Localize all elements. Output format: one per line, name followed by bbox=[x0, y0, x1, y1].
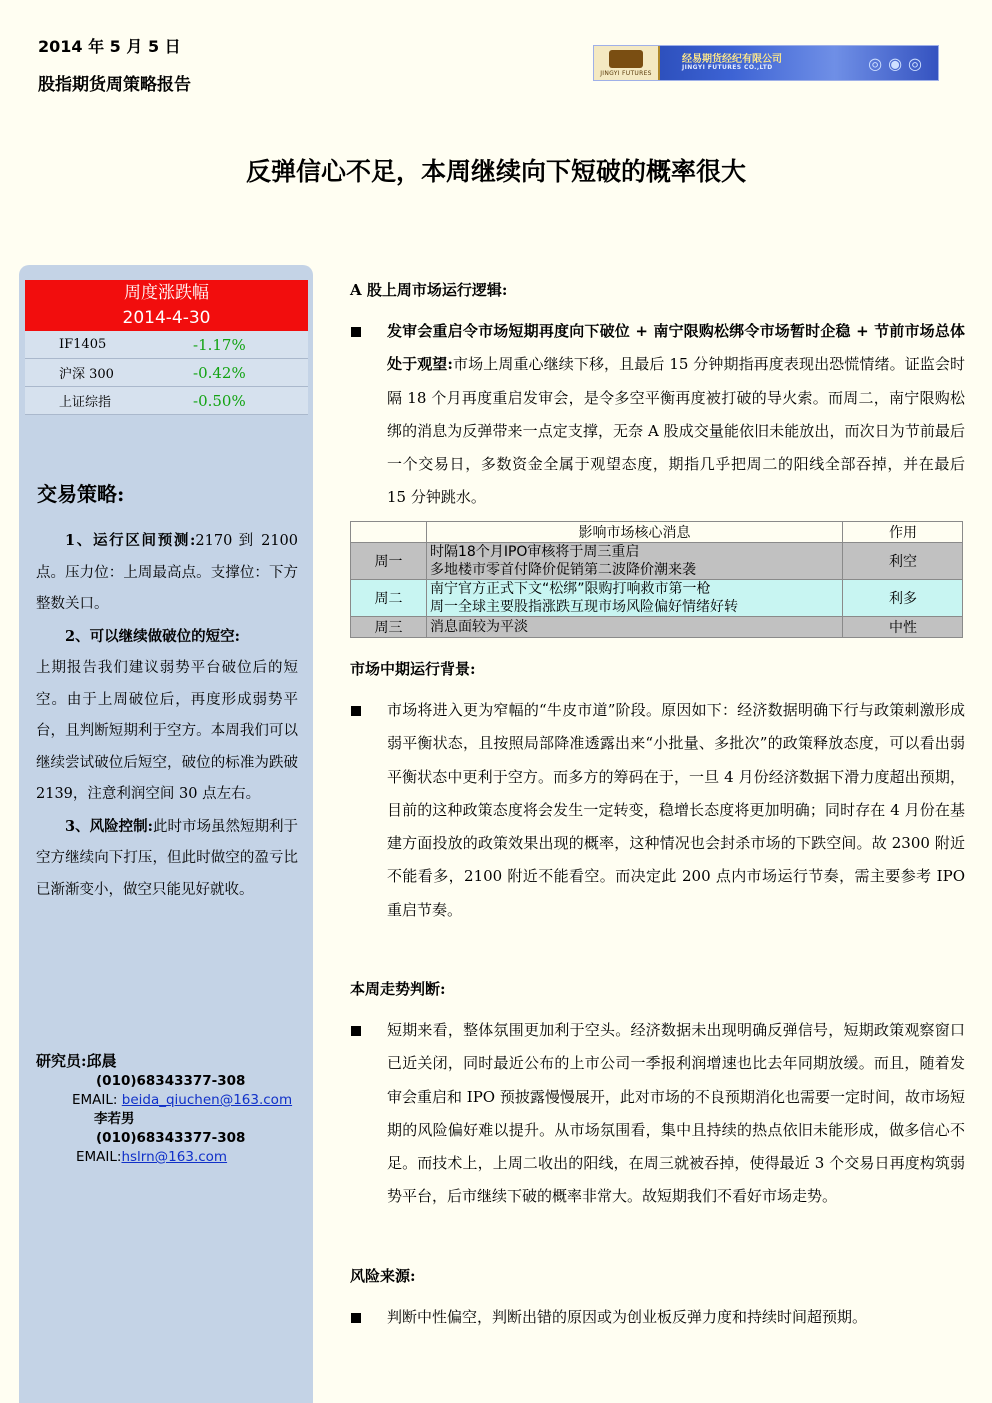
index-change: -1.17% bbox=[193, 335, 246, 354]
news-line: 周一全球主要股指涨跌互现市场风险偏好情绪好转 bbox=[430, 599, 738, 615]
bullet-paragraph bbox=[350, 315, 965, 515]
news-line: 南宁官方正式下文“松绑”限购打响救市第一枪 bbox=[430, 581, 711, 597]
report-date: 2014 年 5 月 5 日 bbox=[38, 37, 181, 56]
company-logo bbox=[593, 45, 939, 81]
phone: (010)68343377-308 bbox=[96, 1130, 246, 1146]
page-title: 反弹信心不足，本周继续向下短破的概率很大 bbox=[245, 157, 746, 186]
news-day: 周三 bbox=[351, 617, 427, 638]
bullet-paragraph bbox=[350, 1301, 965, 1334]
emblem-icon bbox=[609, 50, 643, 68]
index-name: 沪深 300 bbox=[59, 367, 114, 382]
index-change: -0.42% bbox=[193, 363, 246, 382]
strategy-text: 2170 到 2100 点。压力位：上周最高点。支撑位：下方整数关口。 bbox=[36, 533, 298, 612]
strategy-body bbox=[36, 525, 298, 906]
strategy-label: 2、可以继续做破位的短空: bbox=[65, 627, 240, 645]
table-row bbox=[351, 617, 963, 638]
news-day: 周二 bbox=[351, 580, 427, 617]
weekly-change-header bbox=[25, 280, 308, 331]
table-row bbox=[25, 331, 308, 359]
logo-en: JINGYI FUTURES CO.,LTD bbox=[682, 64, 773, 72]
index-change: -0.50% bbox=[193, 391, 246, 410]
email-link[interactable]: beida_qiuchen@163.com bbox=[121, 1092, 293, 1108]
strategy-text: 此时市场虽然短期利于空方继续向下打压，但此时做空的盈亏比已渐渐变小，做空只能见好就收。 bbox=[36, 818, 298, 898]
contact-block bbox=[36, 1052, 306, 1167]
news-line: 时隔18个月IPO审核将于周三重启 bbox=[430, 544, 640, 560]
bullet-text: 短期来看，整体氛围更加利于空头。经济数据未出现明确反弹信号，短期政策观察窗口已近关闭，同时最近公布的上市公司一季报利润增速也比去年同期放缓。而且，随着发审会重启和 IPO 预披露慢慢展开，此对市场的不良预期消化也需要一定时间，故市场短期的风险偏好难以提升。从市场氛围看，集中且持续的热点依旧未能形成，做多信心不足。而技术上，上周二收出的阳线，在周三就被吞掉，使得最近 3 个交易日再度构筑弱势平台，后市继续下破的概率非常大。故短期我们不看好市场走势。 bbox=[387, 1021, 965, 1206]
news-table bbox=[350, 521, 963, 638]
strategy-point-1 bbox=[36, 525, 298, 621]
bullet-icon bbox=[351, 1313, 361, 1323]
table-header-cell: 影响市场核心消息 bbox=[427, 522, 843, 543]
strategy-point-2-text: 上期报告我们建议弱势平台破位后的短空。由于上周破位后，再度形成弱势平台，且判断短期利于空方。本周我们可以继续尝试破位后短空，破位的标准为跌破 2139，注意利润空间 30 点左右。 bbox=[36, 660, 298, 802]
report-type: 股指期货周策略报告 bbox=[38, 75, 191, 95]
email-label: EMAIL: bbox=[76, 1149, 122, 1165]
strategy-heading: 交易策略: bbox=[37, 482, 125, 506]
bullet-text: 判断中性偏空，判断出错的原因或为创业板反弹力度和持续时间超预期。 bbox=[387, 1308, 868, 1326]
table-header-row bbox=[351, 522, 963, 543]
email-link[interactable]: hslrn@163.com bbox=[121, 1149, 228, 1165]
table-header-cell: 作用 bbox=[843, 522, 963, 543]
researcher-label: 研究员: bbox=[36, 1052, 87, 1070]
section-heading: 本周走势判断: bbox=[350, 980, 446, 998]
index-name: 上证综指 bbox=[59, 395, 112, 410]
bullet-text: 市场上周重心继续下移，且最后 15 分钟期指再度表现出恐慌情绪。证监会时隔 18 个月再度重启发审会，是令多空平衡再度被打破的导火索。而周二，南宁限购松绑的消息为反弹带来一点定支撑，无奈 A 股成交量能依旧未能放出，而次日为节前最后一个交易日，多数资金全属于观望态度，期指几乎把周二的阳线全部吞掉，并在最后 15 分钟跳水。 bbox=[387, 355, 965, 507]
researcher-name: 邱晨 bbox=[86, 1052, 117, 1070]
strategy-point-2 bbox=[36, 621, 298, 654]
researcher-name: 李若男 bbox=[94, 1111, 135, 1127]
news-content: 消息面较为平淡 bbox=[427, 617, 843, 638]
bullet-paragraph bbox=[350, 694, 965, 927]
news-effect: 利多 bbox=[843, 580, 963, 617]
news-content bbox=[427, 580, 843, 617]
phone: (010)68343377-308 bbox=[96, 1073, 246, 1089]
bullet-paragraph bbox=[350, 1014, 965, 1214]
news-day: 周一 bbox=[351, 543, 427, 580]
bullet-icon bbox=[351, 327, 361, 337]
bullet-icon bbox=[351, 1026, 361, 1036]
table-row bbox=[25, 387, 308, 415]
section-heading: A 股上周市场运行逻辑: bbox=[350, 281, 508, 299]
news-effect: 利空 bbox=[843, 543, 963, 580]
weekly-change-table bbox=[25, 331, 308, 415]
bullet-icon bbox=[351, 706, 361, 716]
index-name: IF1405 bbox=[59, 337, 107, 352]
section-heading: 风险来源: bbox=[350, 1267, 416, 1285]
strategy-label: 1、运行区间预测: bbox=[65, 532, 196, 549]
bullet-bold-lead: 发审会重启令市场短期再度向下破位 + 南宁限购松绑令市场暂时企稳 + 节前市场总体处于观望: bbox=[387, 322, 965, 374]
logo-badge-text: JINGYI FUTURES bbox=[600, 69, 652, 77]
strategy-point-3 bbox=[36, 811, 298, 907]
table-header-cell bbox=[351, 522, 427, 543]
logo-decoration-icon: ◎◉◎ bbox=[868, 53, 928, 73]
logo-cn: 经易期货经纪有限公司 bbox=[682, 54, 782, 66]
section-heading: 市场中期运行背景: bbox=[350, 660, 476, 678]
table-row bbox=[351, 580, 963, 617]
bullet-text: 市场将进入更为窄幅的“牛皮市道”阶段。原因如下：经济数据明确下行与政策刺激形成弱平衡状态，且按照局部降准透露出来“小批量、多批次”的政策释放态度，可以看出弱平衡状态中更利于空方。而多方的筹码在于，一旦 4 月份经济数据下滑力度超出预期，目前的这种政策态度将会发生一定转变，稳增长态度将更加明确；同时存在 4 月份在基建方面投放的政策效果出现的概率，这种情况也会封杀市场的下跌空间。故 2300 附近不能看多，2100 附近不能看空。而决定此 200 点内市场运行节奏，需主要参考 IPO 重启节奏。 bbox=[387, 701, 965, 919]
weekly-change-heading: 周度涨跌幅 bbox=[124, 283, 209, 303]
table-row bbox=[351, 543, 963, 580]
weekly-change-date: 2014-4-30 bbox=[122, 308, 211, 328]
news-content bbox=[427, 543, 843, 580]
news-line: 多地楼市零首付降价促销第二波降价潮来袭 bbox=[430, 562, 696, 578]
strategy-label: 3、风险控制: bbox=[65, 817, 153, 835]
logo-company-name bbox=[682, 54, 782, 72]
email-label: EMAIL: bbox=[72, 1092, 118, 1108]
logo-emblem bbox=[594, 46, 660, 80]
table-row bbox=[25, 359, 308, 387]
news-effect: 中性 bbox=[843, 617, 963, 638]
